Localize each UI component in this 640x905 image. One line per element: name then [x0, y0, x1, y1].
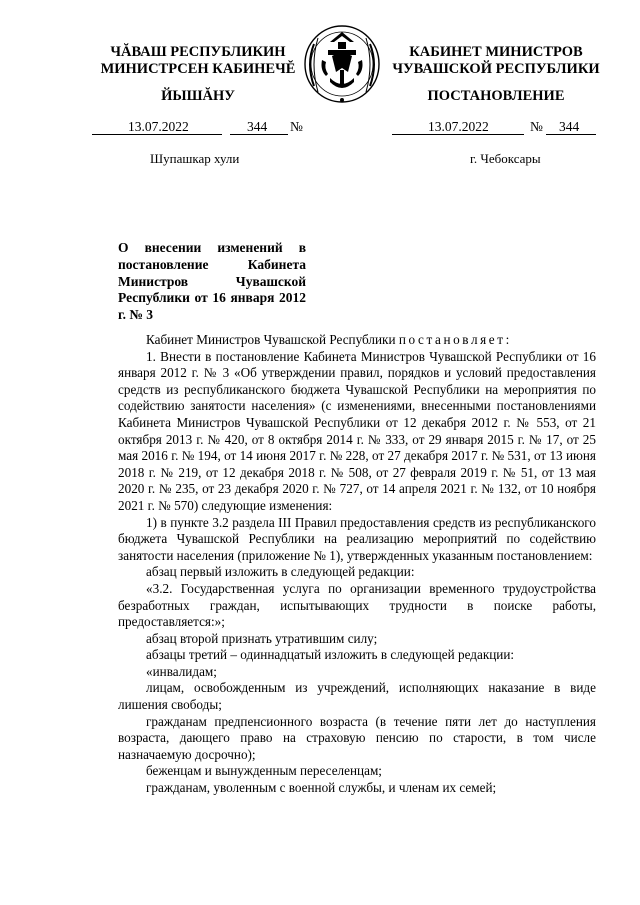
left-place: Шупашкар хули — [150, 151, 240, 166]
header-right-org — [380, 44, 612, 78]
intro-prefix: Кабинет Министров Чувашской Республики — [146, 332, 396, 347]
intro-paragraph — [118, 332, 596, 349]
right-number-underline — [546, 134, 596, 135]
paragraph-2: 1) в пункте 3.2 раздела III Правил предоставления средств из республиканского бюджета Чувашской Республики на реализацию мероприятий по содействию занятости населения (приложение № 1), утвержденных указанным постановлением: — [118, 514, 596, 563]
paragraph-4: «3.2. Государственная услуга по организации временного трудоустройства безработных граждан, испытывающих трудности в поиске работы, предоставляется:»; — [118, 580, 596, 630]
paragraph-1: 1. Внести в постановление Кабинета Министров Чувашской Республики от 16 января 2012 г. № 3 «Об утверждении правил, порядков и условий предоставления средств из республиканского бюджета Чувашской Республики на мероприятия по содействию занятости населения» (с изменениями, внесенными постановлениями Кабинета Министров Чувашской Республики от 12 декабря 2012 г. № 553, от 21 октября 2013 г. № 420, от 8 октября 2014 г. № 333, от 29 января 2015 г. № 17, от 25 мая 2016 г. № 194, от 14 июня 2017 г. № 228, от 27 декабря 2017 г. № 531, от 13 июня 2018 г. № 219, от 12 декабря 2018 г. № 508, от 27 февраля 2019 г. № 51, от 13 мая 2020 г. № 235, от 23 декабря 2020 г. № 727, от 14 апреля 2021 г. № 132, от 10 ноября 2021 г. № 570) следующие изменения: — [118, 348, 596, 513]
chuvash-emblem-icon — [300, 20, 384, 106]
header-left-title: ЙЫШĂНУ — [161, 88, 235, 104]
header-left-org — [88, 44, 308, 78]
right-number: 344 — [559, 119, 580, 134]
header-left-line2: МИНИСТРСЕН КАБИНЕЧĔ — [100, 61, 296, 77]
paragraph-5: абзац второй признать утратившим силу; — [146, 630, 378, 646]
left-date: 13.07.2022 — [128, 119, 189, 134]
document-body — [118, 332, 596, 797]
paragraph-7: «инвалидам; — [146, 663, 217, 679]
left-number: 344 — [247, 119, 268, 134]
right-date: 13.07.2022 — [428, 119, 489, 134]
left-number-underline — [230, 134, 288, 135]
header-right-title: ПОСТАНОВЛЕНИЕ — [427, 88, 565, 104]
paragraph-3: абзац первый изложить в следующей редакции: — [146, 564, 415, 580]
paragraph-11: гражданам, уволенным с военной службы, и членам их семей; — [146, 780, 497, 796]
document-subject: О внесении изменений в постановление Кабинета Министров Чувашской Республики от 16 января 2012 г. № 3 — [118, 240, 306, 323]
header-left-line1: ЧĂВАШ РЕСПУБЛИКИН — [110, 44, 286, 60]
header-right-line1: КАБИНЕТ МИНИСТРОВ — [409, 44, 583, 60]
right-place: г. Чебоксары — [470, 151, 541, 166]
paragraph-6: абзацы третий – одиннадцатый изложить в следующей редакции: — [146, 647, 515, 663]
left-date-underline — [92, 134, 222, 135]
right-no-sign: № — [530, 119, 543, 134]
intro-verb: постановляет: — [398, 332, 512, 347]
left-no-sign: № — [290, 119, 303, 134]
paragraph-8: лицам, освобожденным из учреждений, исполняющих наказание в виде лишения свободы; — [118, 680, 596, 713]
right-date-underline — [392, 134, 524, 135]
header-right-line2: ЧУВАШСКОЙ РЕСПУБЛИКИ — [392, 61, 600, 77]
paragraph-9: гражданам предпенсионного возраста (в течение пяти лет до наступления возраста, дающего право на страховую пенсию по старости, в том числе назначаемую досрочно); — [118, 713, 596, 762]
paragraph-10: беженцам и вынужденным переселенцам; — [146, 763, 382, 779]
